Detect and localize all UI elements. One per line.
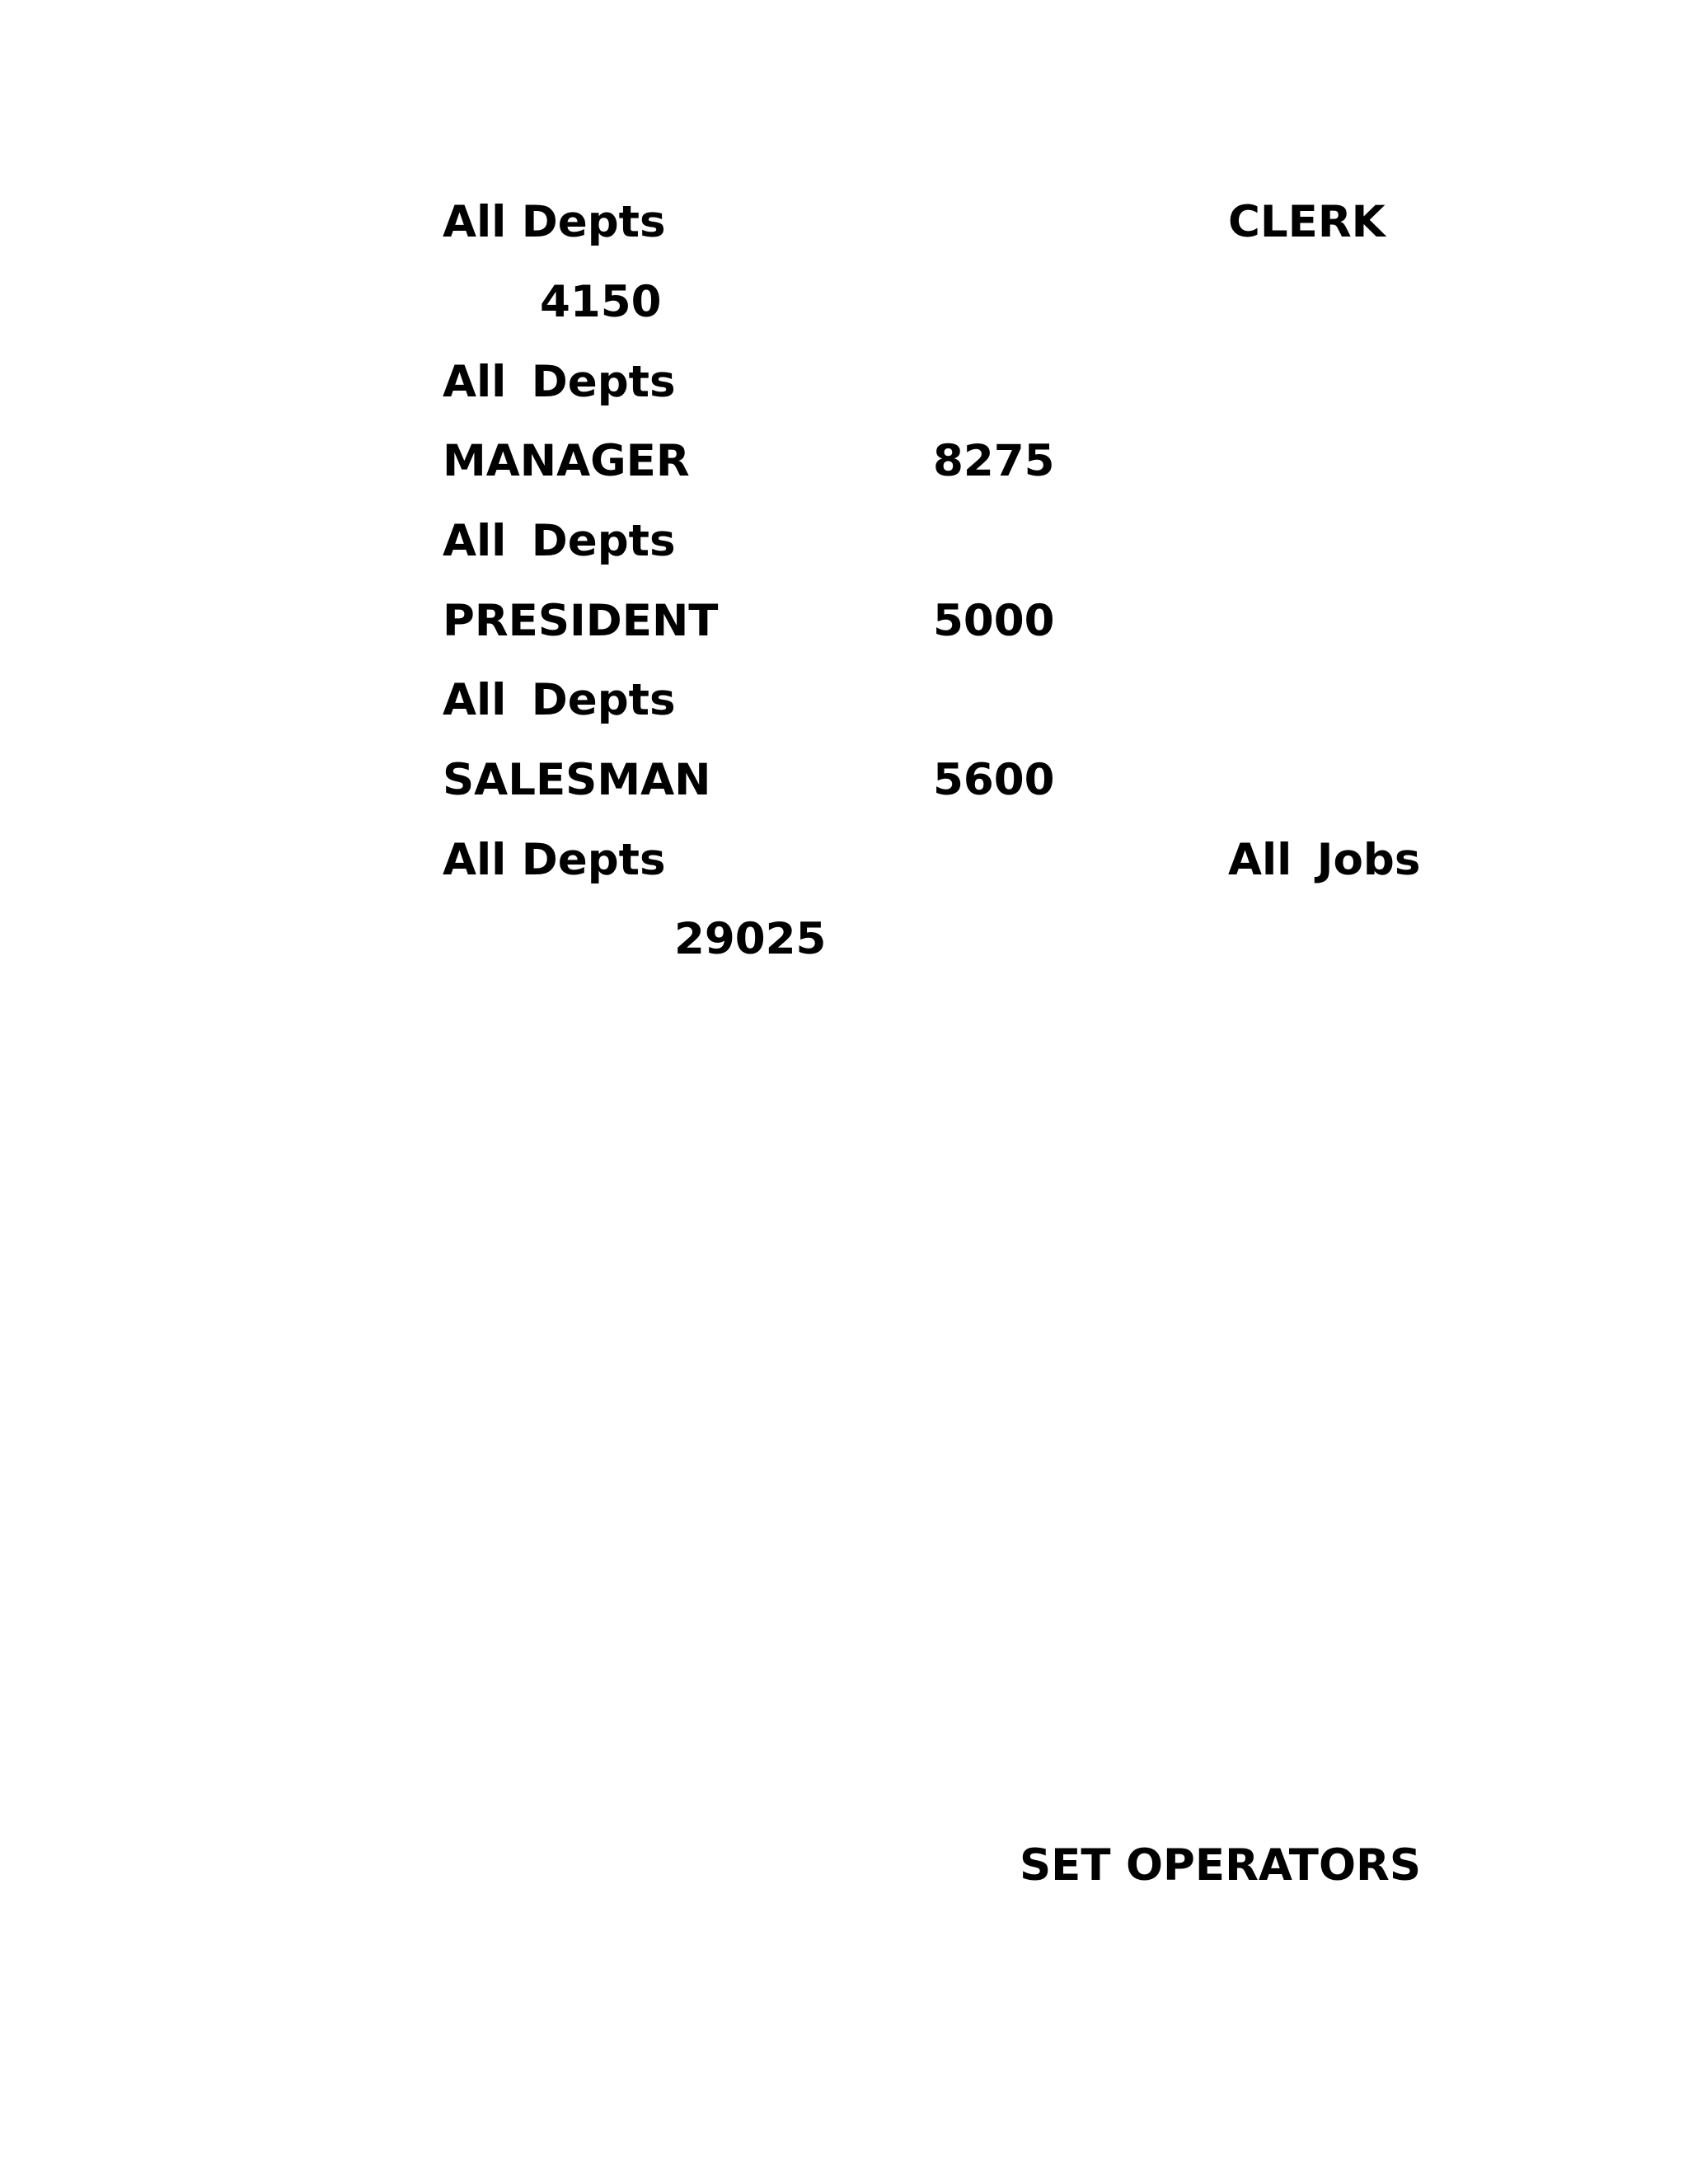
row6-value: 5000 (933, 596, 1055, 646)
row9-dept: All Depts (443, 835, 666, 885)
footer-title: SET OPERATORS (1020, 1840, 1421, 1891)
row8-value: 5600 (933, 755, 1055, 805)
row5-dept: All Depts (443, 516, 676, 566)
row8-job: SALESMAN (443, 755, 711, 805)
row2-value: 4150 (540, 277, 662, 327)
row7-dept: All Depts (443, 675, 676, 725)
row1-job: CLERK (1228, 197, 1386, 247)
row6-job: PRESIDENT (443, 596, 719, 646)
row4-value: 8275 (933, 436, 1055, 486)
row9-job: All Jobs (1228, 835, 1421, 885)
row10-value: 29025 (674, 914, 827, 964)
row4-job: MANAGER (443, 436, 690, 486)
row3-dept: All Depts (443, 357, 676, 407)
row1-dept: All Depts (443, 197, 666, 247)
